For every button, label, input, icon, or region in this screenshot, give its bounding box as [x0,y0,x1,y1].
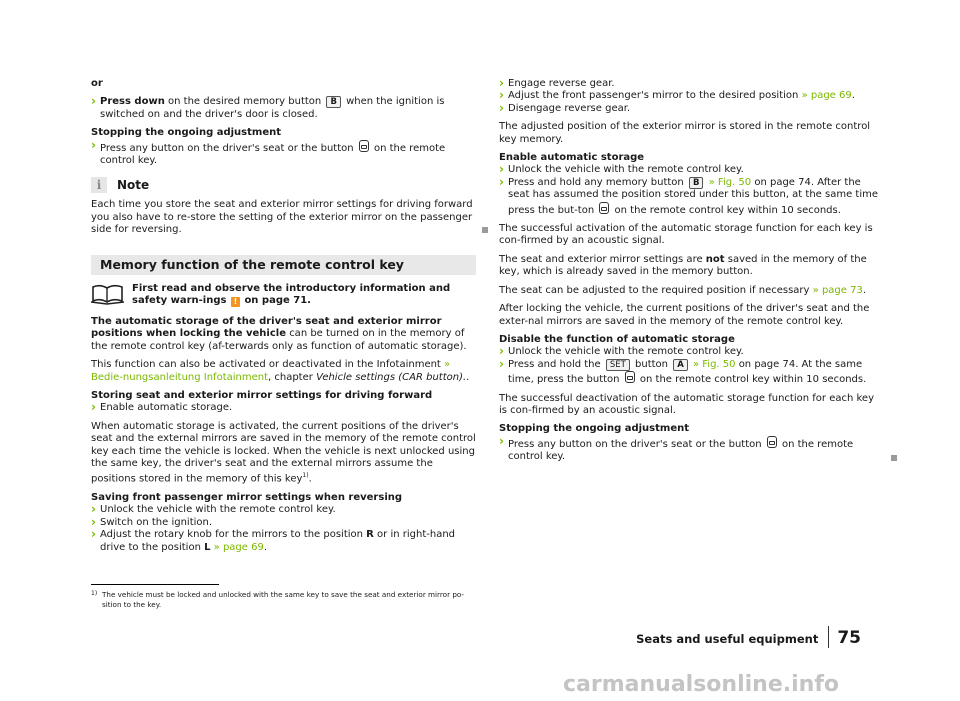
reverse-bullet-3 [499,103,885,115]
page-footer [636,626,861,648]
adjust-bullet [91,529,476,554]
remote-key-icon [599,202,609,214]
successful-activation: The successful activation of the automatic storage function for each key is con-firmed by an acoustic signal. [499,223,873,247]
when-active-text: When automatic storage is activated, the current positions of the driver's seat and the external mirrors are saved in the memory of the remote control key each time the vehicle is locked. When the vehicle is next unlocked using the same key, the driver's seat and the external mirrors assume the positions stored in the memory of this key [91,420,476,485]
reverse-bullet-1-text: Engage reverse gear. [508,78,615,89]
footnote-mark: 1) [91,590,98,597]
enable-bullet-1: › Unlock the vehicle with the remote control key. [499,164,885,176]
adjusted-text: The adjusted position of the exterior mirror is stored in the remote control key memory. [499,121,871,145]
stop-text: Press any button on the driver's seat or the button [100,142,354,154]
seat-adjusted-paragraph [499,285,885,297]
safety-note [91,283,476,308]
press-down-text: on the desired memory button [168,96,322,108]
infotainment-italic: Vehicle settings (CAR button). [316,371,467,383]
warning-icon: ! [231,297,240,307]
enable-b2-post: on the remote control key within 10 seconds. [614,204,841,216]
adjust-mid: or in right-hand drive to the position [100,529,456,553]
stop-bullet [91,140,476,168]
auto-storage-rest: can be turned on in the memory of the remote control key (af-terwards only as function of automatic storage). [91,328,467,352]
adjust-pre: Adjust the rotary knob for the mirrors to the position [100,529,363,541]
remote-key-icon [359,140,369,152]
footnote-rule [91,584,219,585]
note-title: Note [117,178,150,193]
reverse-bullet-2-text: Adjust the front passenger's mirror to the desired position [508,90,799,102]
memory-key-b: B [689,177,703,189]
stop-heading-right: Stopping the ongoing adjustment [499,423,690,435]
footer-section-title: Seats and useful equipment [636,632,819,646]
press-down-text-end: when the ignition is switched on and the driver's door is closed. [100,96,445,120]
disable-b2-mid1: button [635,358,668,370]
remote-key-icon [767,436,777,448]
page-69-link-2[interactable]: » page 69 [801,90,852,102]
infotainment-paragraph [91,359,476,384]
infotainment-link[interactable]: » Bedie-nungsanleitung Infotainment [91,359,451,383]
position-l-symbol: L [204,541,211,553]
storing-bullet: › Enable automatic storage. [91,402,476,414]
stop-right-pre: Press any button on the driver's seat or the button [508,438,762,450]
left-column [91,78,476,554]
press-down-bullet [91,96,476,121]
note-text-block [91,199,476,236]
storing-heading: Storing seat and exterior mirror settings for driving forward [91,389,433,401]
auto-storage-bold: The automatic storage of the driver's seat and exterior mirror positions when locking the vehicle [91,315,442,340]
memory-key-b: B [326,96,340,108]
note-header [91,177,476,193]
successful-deactivation: The successful deactivation of the automatic storage function for each key is con-firmed by an acoustic signal. [499,392,874,416]
adjust-post: . [263,541,268,553]
page-69-link[interactable]: » page 69 [213,541,264,553]
footnote-text: The vehicle must be locked and unlocked with the same key to save the seat and exterior mirror po-sition to the key. [102,590,465,609]
info-icon: i [91,177,107,193]
book-icon [91,283,124,305]
footnote [91,590,477,609]
remote-key-icon [625,371,635,383]
memory-key-a: A [673,359,688,371]
when-active-paragraph: When automatic storage is activated, the current positions of the driver's seat and the external mirrors are saved in the memory of the remote control key each time the vehicle is locked. When the vehicle is next unlocked using the same key, the driver's seat and the external mirrors assume the positions stored in the memory of this key$^{1)}$. [91,420,476,485]
not-saved-post: saved in the memory of the key, which is already saved in the memory button. [499,253,867,278]
reverse-bullet-1 [499,78,885,90]
disable-b2-pre: Press and hold the [508,358,601,370]
safety-post: on page 71. [244,295,311,307]
stop-heading: Stopping the ongoing adjustment [91,127,282,139]
stop-right-post: on the remote control key. [508,438,854,463]
or-label: or [91,78,103,89]
not-saved-bold: not [705,253,725,265]
seat-adjusted-pre: The seat can be adjusted to the required position if necessary [499,284,810,296]
footer-divider [828,626,829,648]
disable-b2-post: on the remote control key within 10 seconds. [639,374,867,386]
saving-heading: Saving front passenger mirror settings when reversing [91,492,403,504]
after-locking: After locking the vehicle, the current positions of the driver's seat and the exter-nal mirrors are saved in the memory of the remote control key. [499,303,870,327]
infotainment-mid: , chapter [268,371,313,383]
stop-text-end: on the remote control key. [100,142,446,167]
disable-bullet-1: › Unlock the vehicle with the remote control key. [499,346,885,358]
disable-b2-mid2: on page 74. At the same time, press the button [508,358,863,386]
section-end-mark [891,455,897,461]
infotainment-pre: This function can also be activated or deactivated in the Infotainment [91,359,441,371]
not-saved-pre: The seat and exterior mirror settings are [499,253,703,265]
position-r-symbol: R [366,529,374,541]
stop-bullet-right [499,436,885,464]
auto-storage-paragraph [91,316,476,353]
seat-adjusted-post: . [862,284,867,296]
reverse-bullet-3-text: Disengage reverse gear. [508,102,631,114]
set-key: SET [606,359,630,371]
disable-heading: Disable the function of automatic storage [499,333,735,345]
enable-b2-mid: on page 74. After the seat has assumed the position stored under this button, at the same time press the but-ton [508,176,878,216]
section-title: Memory function of the remote control key [91,255,476,275]
not-saved-paragraph [499,254,885,279]
disable-bullet-2 [499,359,885,387]
safety-text [132,283,476,308]
note-text: Each time you store the seat and exterior mirror settings for driving forward you also have to re-store the setting of the exterior mirror on the passenger side for reversing. [91,199,473,236]
right-column [499,78,885,464]
safety-pre: First read and observe the introductory information and safety warn-ings [132,283,451,307]
page-number: 75 [837,628,861,648]
section-end-mark [482,227,488,233]
saving-bullet-2: › Switch on the ignition. [91,517,476,529]
fig-50-link[interactable]: » Fig. 50 [708,176,752,188]
footnote-ref[interactable]: 1) [302,472,309,480]
enable-bullet-2 [499,177,885,217]
page-73-link[interactable]: » page 73 [812,284,863,296]
watermark: carmanualsonline.info [563,672,839,697]
enable-b2-pre: Press and hold any memory button [508,176,684,188]
reverse-bullet-2: › Adjust the front passenger's mirror to the desired position » page 69. [499,90,885,102]
saving-bullet-1: › Unlock the vehicle with the remote control key. [91,504,476,516]
fig-50-link-2[interactable]: » Fig. 50 [692,358,736,370]
infotainment-post: . [466,371,470,383]
press-down-bold: Press down [100,96,165,108]
enable-heading: Enable automatic storage [499,152,645,164]
